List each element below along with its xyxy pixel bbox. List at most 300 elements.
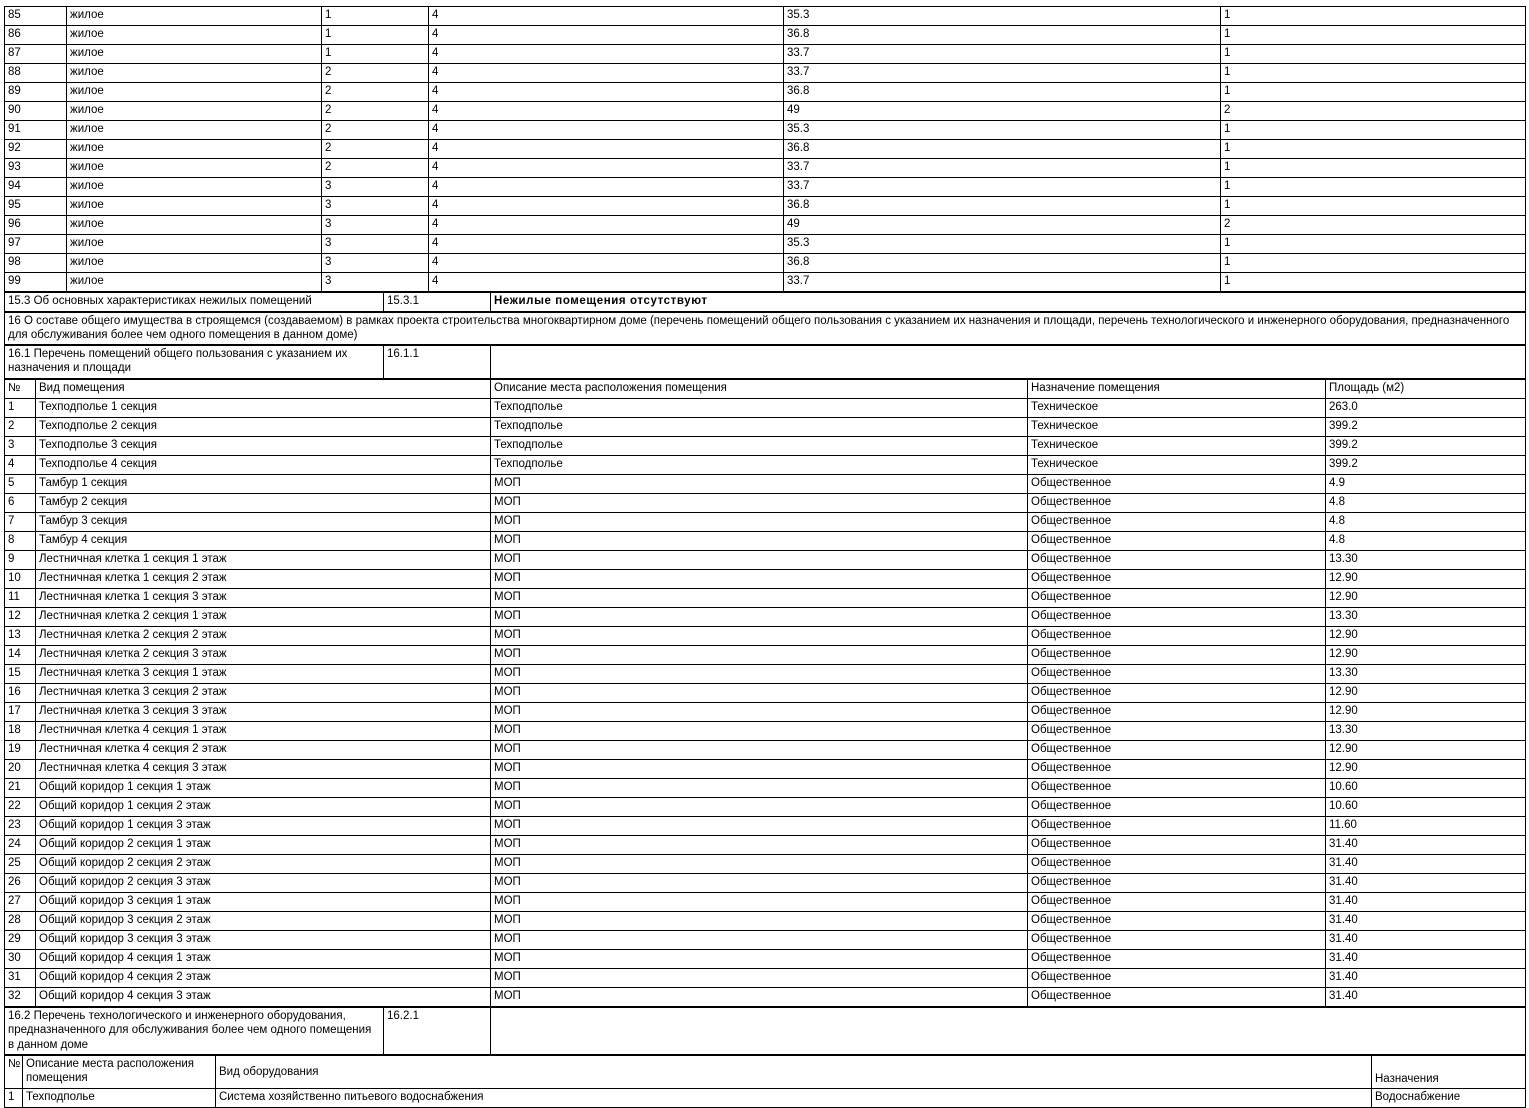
cell-purpose: Общественное — [1028, 474, 1326, 493]
cell-num: 1 — [5, 1088, 23, 1107]
cell-rooms: 3 — [322, 197, 429, 216]
cell-rooms: 3 — [322, 178, 429, 197]
cell-location: Техподполье — [491, 436, 1028, 455]
table-row — [5, 892, 1526, 911]
cell-kind: Общий коридор 1 секция 1 этаж — [36, 778, 491, 797]
cell-equipment: Система хозяйственно питьевого водоснабжения — [216, 1088, 1372, 1107]
cell-rooms: 2 — [322, 83, 429, 102]
cell-floor: 4 — [429, 45, 784, 64]
table-row — [5, 64, 1526, 83]
cell-floor: 4 — [429, 102, 784, 121]
cell-num: 24 — [5, 835, 36, 854]
section-16-title: 16 О составе общего имущества в строящемся (создаваемом) в рамках проекта строительства многоквартирном доме (перечень помещений общего пользования с указанием их назначения и площади, перечень технологического и инженерного оборудования, предназначенного для обслуживания более чем одного помещения в данном доме) — [5, 313, 1526, 345]
cell-rooms: 3 — [322, 254, 429, 273]
cell-area: 33.7 — [784, 273, 1221, 292]
cell-area: 13.30 — [1326, 664, 1526, 683]
common-premises-table — [4, 379, 1526, 1007]
cell-kind: Общий коридор 3 секция 1 этаж — [36, 892, 491, 911]
cell-num: 93 — [5, 159, 67, 178]
cell-num: 96 — [5, 216, 67, 235]
cell-num: 99 — [5, 273, 67, 292]
cell-area: 36.8 — [784, 197, 1221, 216]
cell-floor: 4 — [429, 121, 784, 140]
cell-purpose: Общественное — [1028, 740, 1326, 759]
cell-rooms: 2 — [322, 140, 429, 159]
header-equipment: Вид оборудования — [216, 1055, 1372, 1088]
cell-purpose: Общественное — [1028, 873, 1326, 892]
cell-location: МОП — [491, 531, 1028, 550]
cell-num: 17 — [5, 702, 36, 721]
cell-area: 33.7 — [784, 45, 1221, 64]
cell-rooms: 2 — [322, 121, 429, 140]
cell-kind: Лестничная клетка 3 секция 3 этаж — [36, 702, 491, 721]
table-row — [5, 512, 1526, 531]
table-row — [5, 759, 1526, 778]
cell-count: 1 — [1221, 140, 1526, 159]
cell-num: 32 — [5, 987, 36, 1006]
cell-area: 12.90 — [1326, 740, 1526, 759]
cell-area: 36.8 — [784, 254, 1221, 273]
cell-num: 10 — [5, 569, 36, 588]
cell-location: МОП — [491, 949, 1028, 968]
cell-rooms: 1 — [322, 26, 429, 45]
cell-location: МОП — [491, 569, 1028, 588]
cell-count: 1 — [1221, 83, 1526, 102]
cell-purpose: Техническое — [1028, 436, 1326, 455]
header-purpose: Назначение помещения — [1028, 379, 1326, 398]
cell-purpose: Общественное — [1028, 588, 1326, 607]
cell-kind: жилое — [67, 121, 322, 140]
cell-count: 1 — [1221, 64, 1526, 83]
cell-location: МОП — [491, 968, 1028, 987]
cell-kind: жилое — [67, 159, 322, 178]
cell-floor: 4 — [429, 254, 784, 273]
cell-area: 49 — [784, 102, 1221, 121]
cell-location: МОП — [491, 835, 1028, 854]
table-row — [5, 26, 1526, 45]
cell-purpose: Общественное — [1028, 626, 1326, 645]
cell-location: МОП — [491, 740, 1028, 759]
cell-kind: жилое — [67, 26, 322, 45]
cell-kind: жилое — [67, 45, 322, 64]
cell-area: 31.40 — [1326, 987, 1526, 1006]
cell-num: 31 — [5, 968, 36, 987]
cell-num: 91 — [5, 121, 67, 140]
table-header-row — [5, 379, 1526, 398]
cell-num: 28 — [5, 911, 36, 930]
cell-purpose: Общественное — [1028, 949, 1326, 968]
cell-kind: Лестничная клетка 4 секция 3 этаж — [36, 759, 491, 778]
cell-purpose: Общественное — [1028, 645, 1326, 664]
table-row — [5, 930, 1526, 949]
table-row — [5, 235, 1526, 254]
cell-num: 30 — [5, 949, 36, 968]
cell-area: 33.7 — [784, 64, 1221, 83]
cell-count: 1 — [1221, 178, 1526, 197]
cell-area: 33.7 — [784, 178, 1221, 197]
cell-location: МОП — [491, 892, 1028, 911]
cell-num: 95 — [5, 197, 67, 216]
cell-kind: Тамбур 4 секция — [36, 531, 491, 550]
cell-location: МОП — [491, 512, 1028, 531]
cell-location: МОП — [491, 493, 1028, 512]
apartments-table — [4, 6, 1526, 292]
cell-location: МОП — [491, 683, 1028, 702]
table-row — [5, 664, 1526, 683]
cell-location: МОП — [491, 854, 1028, 873]
cell-purpose: Общественное — [1028, 854, 1326, 873]
cell-location: МОП — [491, 759, 1028, 778]
cell-num: 20 — [5, 759, 36, 778]
cell-location: МОП — [491, 778, 1028, 797]
table-row — [5, 493, 1526, 512]
cell-kind: Общий коридор 2 секция 1 этаж — [36, 835, 491, 854]
cell-area: 12.90 — [1326, 759, 1526, 778]
cell-location: Техподполье — [491, 417, 1028, 436]
header-location: Описание места расположения помещения — [23, 1055, 216, 1088]
cell-num: 12 — [5, 607, 36, 626]
section-16-2-row — [5, 1007, 1526, 1054]
table-row — [5, 835, 1526, 854]
cell-num: 13 — [5, 626, 36, 645]
cell-num: 15 — [5, 664, 36, 683]
cell-kind: жилое — [67, 197, 322, 216]
cell-location: Техподполье — [491, 398, 1028, 417]
table-row — [5, 531, 1526, 550]
cell-location: МОП — [491, 645, 1028, 664]
cell-num: 14 — [5, 645, 36, 664]
cell-kind: Лестничная клетка 1 секция 1 этаж — [36, 550, 491, 569]
cell-area: 12.90 — [1326, 683, 1526, 702]
cell-count: 1 — [1221, 45, 1526, 64]
cell-purpose: Общественное — [1028, 721, 1326, 740]
cell-kind: жилое — [67, 216, 322, 235]
cell-location: МОП — [491, 664, 1028, 683]
table-row — [5, 645, 1526, 664]
cell-kind: Тамбур 3 секция — [36, 512, 491, 531]
cell-rooms: 2 — [322, 159, 429, 178]
cell-kind: Лестничная клетка 2 секция 1 этаж — [36, 607, 491, 626]
cell-num: 8 — [5, 531, 36, 550]
header-purpose: Назначения — [1372, 1055, 1526, 1088]
cell-kind: Общий коридор 1 секция 3 этаж — [36, 816, 491, 835]
cell-location: МОП — [491, 588, 1028, 607]
cell-kind: жилое — [67, 235, 322, 254]
cell-area: 35.3 — [784, 7, 1221, 26]
cell-rooms: 1 — [322, 45, 429, 64]
cell-area: 399.2 — [1326, 455, 1526, 474]
cell-floor: 4 — [429, 178, 784, 197]
cell-purpose: Водоснабжение — [1372, 1088, 1526, 1107]
cell-num: 2 — [5, 417, 36, 436]
table-row — [5, 683, 1526, 702]
cell-num: 4 — [5, 455, 36, 474]
cell-location: Техподполье — [491, 455, 1028, 474]
cell-num: 22 — [5, 797, 36, 816]
cell-rooms: 2 — [322, 102, 429, 121]
cell-kind: Общий коридор 2 секция 3 этаж — [36, 873, 491, 892]
table-row — [5, 550, 1526, 569]
equipment-table — [4, 1055, 1526, 1108]
cell-purpose: Общественное — [1028, 512, 1326, 531]
cell-location: МОП — [491, 873, 1028, 892]
table-row — [5, 273, 1526, 292]
cell-purpose: Общественное — [1028, 930, 1326, 949]
cell-kind: жилое — [67, 273, 322, 292]
section-15-3-code: 15.3.1 — [384, 293, 491, 312]
cell-area: 263.0 — [1326, 398, 1526, 417]
cell-area: 36.8 — [784, 83, 1221, 102]
section-16-1-code: 16.1.1 — [384, 345, 491, 378]
cell-num: 98 — [5, 254, 67, 273]
cell-location: МОП — [491, 702, 1028, 721]
cell-kind: Общий коридор 3 секция 2 этаж — [36, 911, 491, 930]
cell-kind: жилое — [67, 83, 322, 102]
cell-location: МОП — [491, 797, 1028, 816]
table-row — [5, 626, 1526, 645]
cell-num: 6 — [5, 493, 36, 512]
section-16-2-title: 16.2 Перечень технологического и инженерного оборудования, предназначенного для обслуживания более чем одного помещения в данном доме — [5, 1007, 384, 1054]
table-row — [5, 45, 1526, 64]
table-row — [5, 607, 1526, 626]
cell-location: МОП — [491, 721, 1028, 740]
cell-num: 25 — [5, 854, 36, 873]
cell-kind: Тамбур 1 секция — [36, 474, 491, 493]
cell-floor: 4 — [429, 140, 784, 159]
cell-location: МОП — [491, 911, 1028, 930]
cell-num: 9 — [5, 550, 36, 569]
cell-area: 4.9 — [1326, 474, 1526, 493]
cell-kind: Техподполье 3 секция — [36, 436, 491, 455]
table-row — [5, 121, 1526, 140]
table-row — [5, 159, 1526, 178]
cell-area: 399.2 — [1326, 436, 1526, 455]
cell-num: 21 — [5, 778, 36, 797]
header-kind: Вид помещения — [36, 379, 491, 398]
table-row — [5, 216, 1526, 235]
cell-floor: 4 — [429, 64, 784, 83]
table-row — [5, 197, 1526, 216]
section-16-1-empty — [491, 345, 1526, 378]
cell-floor: 4 — [429, 273, 784, 292]
table-row — [5, 254, 1526, 273]
cell-num: 18 — [5, 721, 36, 740]
cell-count: 1 — [1221, 254, 1526, 273]
cell-area: 12.90 — [1326, 645, 1526, 664]
table-row — [5, 1088, 1526, 1107]
cell-floor: 4 — [429, 26, 784, 45]
cell-num: 7 — [5, 512, 36, 531]
table-row — [5, 797, 1526, 816]
section-16-1-table — [4, 345, 1526, 379]
cell-kind: Лестничная клетка 1 секция 2 этаж — [36, 569, 491, 588]
cell-kind: Техподполье 1 секция — [36, 398, 491, 417]
cell-kind: Лестничная клетка 3 секция 2 этаж — [36, 683, 491, 702]
cell-kind: жилое — [67, 254, 322, 273]
cell-location: МОП — [491, 987, 1028, 1006]
cell-count: 1 — [1221, 7, 1526, 26]
cell-num: 89 — [5, 83, 67, 102]
apartments-table-body — [5, 7, 1526, 292]
cell-area: 10.60 — [1326, 797, 1526, 816]
table-row — [5, 588, 1526, 607]
table-row — [5, 474, 1526, 493]
cell-location: МОП — [491, 474, 1028, 493]
cell-kind: жилое — [67, 178, 322, 197]
cell-count: 1 — [1221, 235, 1526, 254]
cell-kind: жилое — [67, 64, 322, 83]
section-15-3-value: Нежилые помещения отсутствуют — [494, 295, 708, 307]
cell-num: 3 — [5, 436, 36, 455]
section-16-1-row — [5, 345, 1526, 378]
table-row — [5, 949, 1526, 968]
cell-area: 31.40 — [1326, 911, 1526, 930]
cell-purpose: Общественное — [1028, 835, 1326, 854]
cell-kind: Общий коридор 4 секция 3 этаж — [36, 987, 491, 1006]
cell-area: 13.30 — [1326, 550, 1526, 569]
table-row — [5, 721, 1526, 740]
cell-kind: Лестничная клетка 4 секция 1 этаж — [36, 721, 491, 740]
cell-kind: жилое — [67, 7, 322, 26]
cell-kind: Общий коридор 2 секция 2 этаж — [36, 854, 491, 873]
cell-purpose: Общественное — [1028, 778, 1326, 797]
cell-kind: Техподполье 4 секция — [36, 455, 491, 474]
cell-area: 31.40 — [1326, 892, 1526, 911]
cell-purpose: Общественное — [1028, 493, 1326, 512]
cell-kind: Лестничная клетка 1 секция 3 этаж — [36, 588, 491, 607]
cell-purpose: Общественное — [1028, 892, 1326, 911]
cell-location: МОП — [491, 816, 1028, 835]
cell-num: 88 — [5, 64, 67, 83]
cell-area: 31.40 — [1326, 930, 1526, 949]
header-num: № — [5, 379, 36, 398]
table-row — [5, 854, 1526, 873]
cell-kind: Общий коридор 4 секция 1 этаж — [36, 949, 491, 968]
cell-area: 12.90 — [1326, 588, 1526, 607]
table-row — [5, 987, 1526, 1006]
table-row — [5, 436, 1526, 455]
cell-kind: Лестничная клетка 2 секция 2 этаж — [36, 626, 491, 645]
cell-purpose: Общественное — [1028, 550, 1326, 569]
section-16-row — [5, 313, 1526, 345]
cell-rooms: 3 — [322, 273, 429, 292]
cell-kind: Лестничная клетка 3 секция 1 этаж — [36, 664, 491, 683]
header-num: № — [5, 1055, 23, 1088]
cell-area: 36.8 — [784, 26, 1221, 45]
cell-floor: 4 — [429, 159, 784, 178]
section-15-3-table — [4, 292, 1526, 312]
section-16-2-empty — [491, 1007, 1526, 1054]
cell-purpose: Общественное — [1028, 531, 1326, 550]
cell-purpose: Общественное — [1028, 664, 1326, 683]
table-row — [5, 911, 1526, 930]
section-16-2-code: 16.2.1 — [384, 1007, 491, 1054]
cell-location: МОП — [491, 550, 1028, 569]
cell-purpose: Общественное — [1028, 569, 1326, 588]
cell-purpose: Общественное — [1028, 759, 1326, 778]
table-row — [5, 102, 1526, 121]
cell-area: 31.40 — [1326, 835, 1526, 854]
cell-purpose: Общественное — [1028, 702, 1326, 721]
cell-num: 92 — [5, 140, 67, 159]
cell-purpose: Техническое — [1028, 455, 1326, 474]
cell-purpose: Техническое — [1028, 417, 1326, 436]
table-row — [5, 569, 1526, 588]
cell-kind: Общий коридор 3 секция 3 этаж — [36, 930, 491, 949]
cell-kind: Техподполье 2 секция — [36, 417, 491, 436]
cell-area: 35.3 — [784, 235, 1221, 254]
table-header-row — [5, 1055, 1526, 1088]
cell-area: 35.3 — [784, 121, 1221, 140]
cell-count: 1 — [1221, 197, 1526, 216]
table-row — [5, 702, 1526, 721]
table-row — [5, 83, 1526, 102]
table-row — [5, 873, 1526, 892]
cell-location: МОП — [491, 626, 1028, 645]
cell-area: 36.8 — [784, 140, 1221, 159]
cell-count: 1 — [1221, 273, 1526, 292]
cell-count: 1 — [1221, 26, 1526, 45]
section-16-2-table — [4, 1007, 1526, 1055]
cell-kind: Лестничная клетка 4 секция 2 этаж — [36, 740, 491, 759]
table-row — [5, 740, 1526, 759]
cell-purpose: Общественное — [1028, 797, 1326, 816]
cell-num: 5 — [5, 474, 36, 493]
cell-area: 31.40 — [1326, 968, 1526, 987]
cell-rooms: 3 — [322, 235, 429, 254]
cell-area: 4.8 — [1326, 512, 1526, 531]
cell-rooms: 2 — [322, 64, 429, 83]
cell-kind: Лестничная клетка 2 секция 3 этаж — [36, 645, 491, 664]
table-row — [5, 455, 1526, 474]
cell-purpose: Общественное — [1028, 683, 1326, 702]
cell-area: 13.30 — [1326, 721, 1526, 740]
cell-num: 90 — [5, 102, 67, 121]
cell-floor: 4 — [429, 7, 784, 26]
header-location: Описание места расположения помещения — [491, 379, 1028, 398]
cell-area: 399.2 — [1326, 417, 1526, 436]
cell-area: 10.60 — [1326, 778, 1526, 797]
table-row — [5, 7, 1526, 26]
cell-kind: жилое — [67, 140, 322, 159]
table-row — [5, 178, 1526, 197]
table-row — [5, 140, 1526, 159]
cell-purpose: Общественное — [1028, 987, 1326, 1006]
cell-num: 29 — [5, 930, 36, 949]
cell-area: 13.30 — [1326, 607, 1526, 626]
cell-area: 4.8 — [1326, 531, 1526, 550]
cell-num: 97 — [5, 235, 67, 254]
cell-kind: Общий коридор 1 секция 2 этаж — [36, 797, 491, 816]
cell-num: 26 — [5, 873, 36, 892]
section-15-3-title: 15.3 Об основных характеристиках нежилых помещений — [5, 293, 384, 312]
cell-floor: 4 — [429, 83, 784, 102]
cell-purpose: Техническое — [1028, 398, 1326, 417]
cell-area: 12.90 — [1326, 702, 1526, 721]
cell-num: 23 — [5, 816, 36, 835]
cell-floor: 4 — [429, 197, 784, 216]
cell-area: 11.60 — [1326, 816, 1526, 835]
section-16-table — [4, 312, 1526, 345]
cell-kind: жилое — [67, 102, 322, 121]
cell-area: 4.8 — [1326, 493, 1526, 512]
cell-count: 1 — [1221, 159, 1526, 178]
cell-num: 16 — [5, 683, 36, 702]
cell-num: 11 — [5, 588, 36, 607]
cell-area: 33.7 — [784, 159, 1221, 178]
cell-area: 31.40 — [1326, 949, 1526, 968]
cell-num: 1 — [5, 398, 36, 417]
